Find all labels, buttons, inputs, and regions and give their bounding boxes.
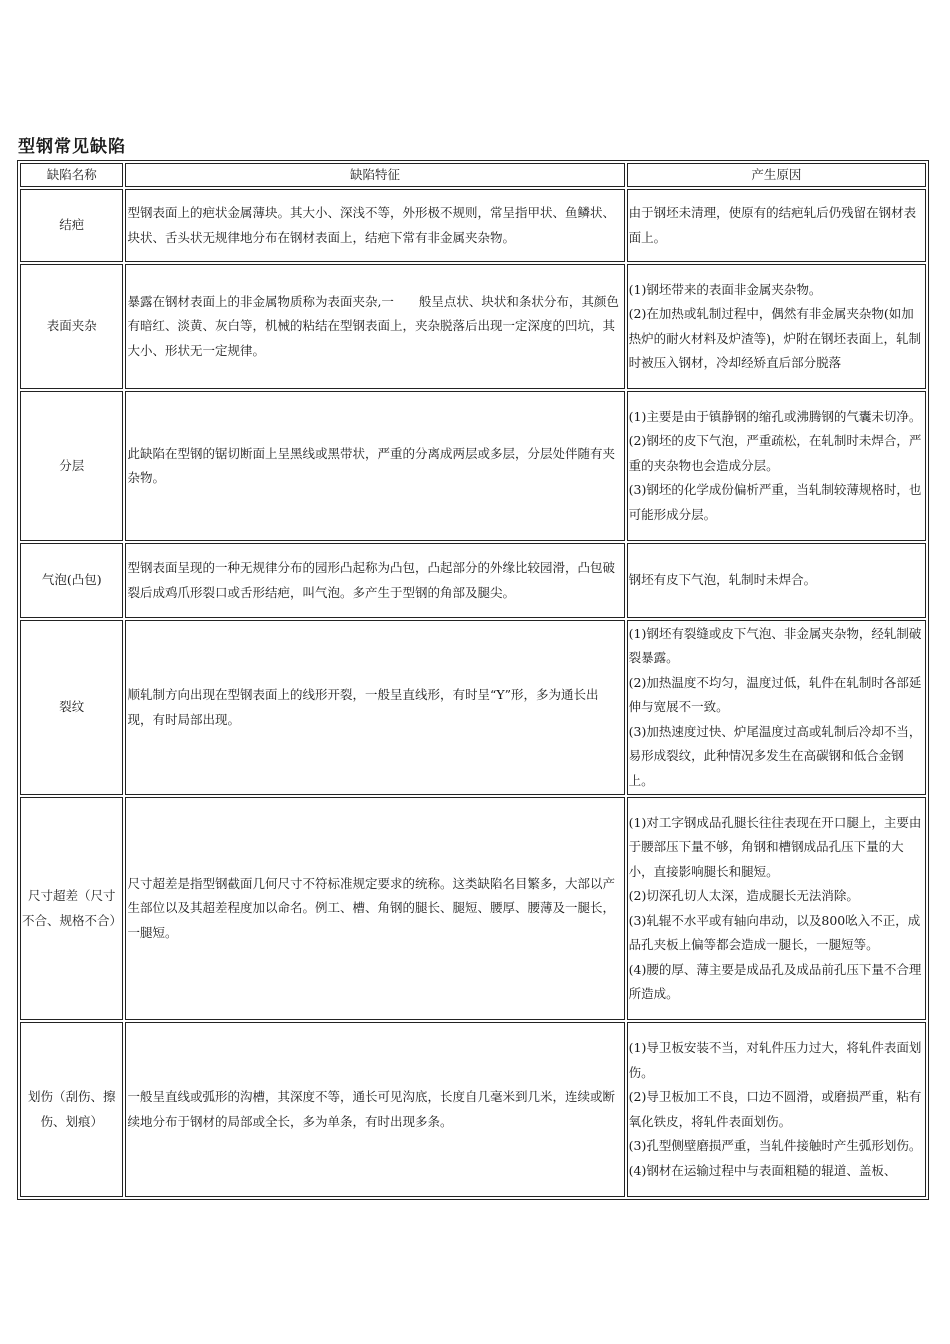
defect-name: 结疤	[20, 189, 123, 262]
defect-name: 尺寸超差（尺寸不合、规格不合）	[20, 797, 123, 1020]
defect-name: 表面夹杂	[20, 264, 123, 389]
defect-cause	[627, 543, 926, 618]
cause-item: (4)钢材在运输过程中与表面粗糙的辊道、盖板、	[628, 1162, 897, 1178]
cause-item: (3)加热速度过快、炉尾温度过高或轧制后冷却不当，易形成裂纹，此种情况多发生在高碳钢和低合金钢上。	[628, 723, 922, 788]
cause-item: (2)导卫板加工不良，口边不圆滑，或磨损严重，粘有氧化铁皮，将轧件表面划伤。	[628, 1089, 922, 1129]
defects-table	[17, 160, 929, 1200]
defect-feature: 尺寸超差是指型钢截面几何尺寸不符标准规定要求的统称。这类缺陷名目繁多，大部以产生部位以及其超差程度加以命名。例工、槽、角钢的腿长、腿短、腰厚、腰薄及一腿长，一腿短。	[125, 797, 624, 1020]
defect-feature: 一般呈直线或弧形的沟槽，其深度不等，通长可见沟底，长度自几毫米到几米，连续或断续地分布于钢材的局部或全长，多为单条，有时出现多条。	[125, 1022, 624, 1197]
defect-cause	[627, 620, 926, 795]
defect-feature: 型钢表面上的疤状金属薄块。其大小、深浅不等，外形极不规则，常呈指甲状、鱼鳞状、块状、舌头状无规律地分布在钢材表面上，结疤下常有非金属夹杂物。	[125, 189, 624, 262]
defect-feature: 暴露在钢材表面上的非金属物质称为表面夹杂,一 般呈点状、块状和条状分布，其颜色有暗红、淡黄、灰白等，机械的粘结在型钢表面上，夹杂脱落后出现一定深度的凹坑，其大小、形状无一定规律。	[125, 264, 624, 389]
table-header-row	[20, 163, 926, 187]
page-title: 型钢常见缺陷	[18, 137, 126, 157]
header-cause: 产生原因	[627, 163, 926, 187]
cause-item: (3)轧辊不水平或有轴向串动，以及800吆入不正，成品孔夹板上偏等都会造成一腿长，一腿短等。	[628, 912, 921, 952]
defect-cause	[627, 189, 926, 262]
defect-cause	[627, 1022, 926, 1197]
cause-item: (3)钢坯的化学成份偏析严重，当轧制较薄规格时，也可能形成分层。	[628, 482, 922, 522]
table-row	[20, 1022, 926, 1197]
cause-item: (1)主要是由于镇静钢的缩孔或沸腾钢的气囊未切净。	[628, 408, 922, 424]
table-row	[20, 797, 926, 1020]
cause-item: (2)加热温度不均匀，温度过低，轧件在轧制时各部延伸与宽展不一致。	[628, 674, 922, 715]
defect-feature: 顺轧制方向出现在型钢表面上的线形开裂，一般呈直线形，有时呈“Y”形，多为通长出现，有时局部出现。	[125, 620, 624, 795]
defect-name: 气泡(凸包)	[20, 543, 123, 618]
table-row	[20, 189, 926, 262]
cause-item: (1)导卫板安装不当，对轧件压力过大，将轧件表面划伤。	[628, 1040, 922, 1080]
defect-cause	[627, 264, 926, 389]
defect-cause	[627, 391, 926, 541]
cause-item: 钢坯有皮下气泡，轧制时未焊合。	[628, 572, 817, 588]
header-defect-name: 缺陷名称	[20, 163, 123, 187]
defect-name: 裂纹	[20, 620, 123, 795]
defect-feature: 型钢表面呈现的一种无规律分布的园形凸起称为凸包，凸起部分的外缘比较园滑，凸包破裂后成鸡爪形裂口或舌形结疤，叫气泡。多产生于型钢的角部及腿尖。	[125, 543, 624, 618]
cause-item: (2)钢坯的皮下气泡，严重疏松，在轧制时未焊合，严重的夹杂物也会造成分层。	[628, 433, 922, 473]
table-row	[20, 543, 926, 618]
table-row	[20, 391, 926, 541]
cause-item: (1)钢坯带来的表面非金属夹杂物。	[628, 281, 822, 297]
cause-item: (1)钢坯有裂缝或皮下气泡、非金属夹杂物，经轧制破裂暴露。	[628, 625, 922, 666]
defect-feature: 此缺陷在型钢的锯切断面上呈黑线或黑带状，严重的分离成两层或多层，分层处伴随有夹杂物。	[125, 391, 624, 541]
defect-cause	[627, 797, 926, 1020]
cause-item: (3)孔型侧壁磨损严重，当轧件接触时产生弧形划伤。	[628, 1138, 922, 1153]
cause-item: 由于钢坯未清理，使原有的结疤轧后仍残留在钢材表面上。	[628, 205, 917, 245]
defect-name: 划伤（刮伤、擦伤、划痕）	[20, 1022, 123, 1197]
header-defect-feature: 缺陷特征	[125, 163, 624, 187]
table-row	[20, 620, 926, 795]
cause-item: (1)对工字钢成品孔腿长往往表现在开口腿上，主要由于腰部压下量不够，角钢和槽钢成品孔压下量的大小，直接影响腿长和腿短。	[628, 814, 922, 879]
defect-name: 分层	[20, 391, 123, 541]
cause-item: (2)在加热或轧制过程中，偶然有非金属夹杂物(如加热炉的耐火材料及炉渣等)，炉附在钢坯表面上，轧制时被压入钢材，冷却经矫直后部分脱落	[628, 306, 922, 370]
table-row	[20, 264, 926, 389]
cause-item: (2)切深孔切人太深，造成腿长无法消除。	[628, 888, 859, 903]
cause-item: (4)腰的厚、薄主要是成品孔及成品前孔压下量不合理所造成。	[628, 961, 922, 1001]
